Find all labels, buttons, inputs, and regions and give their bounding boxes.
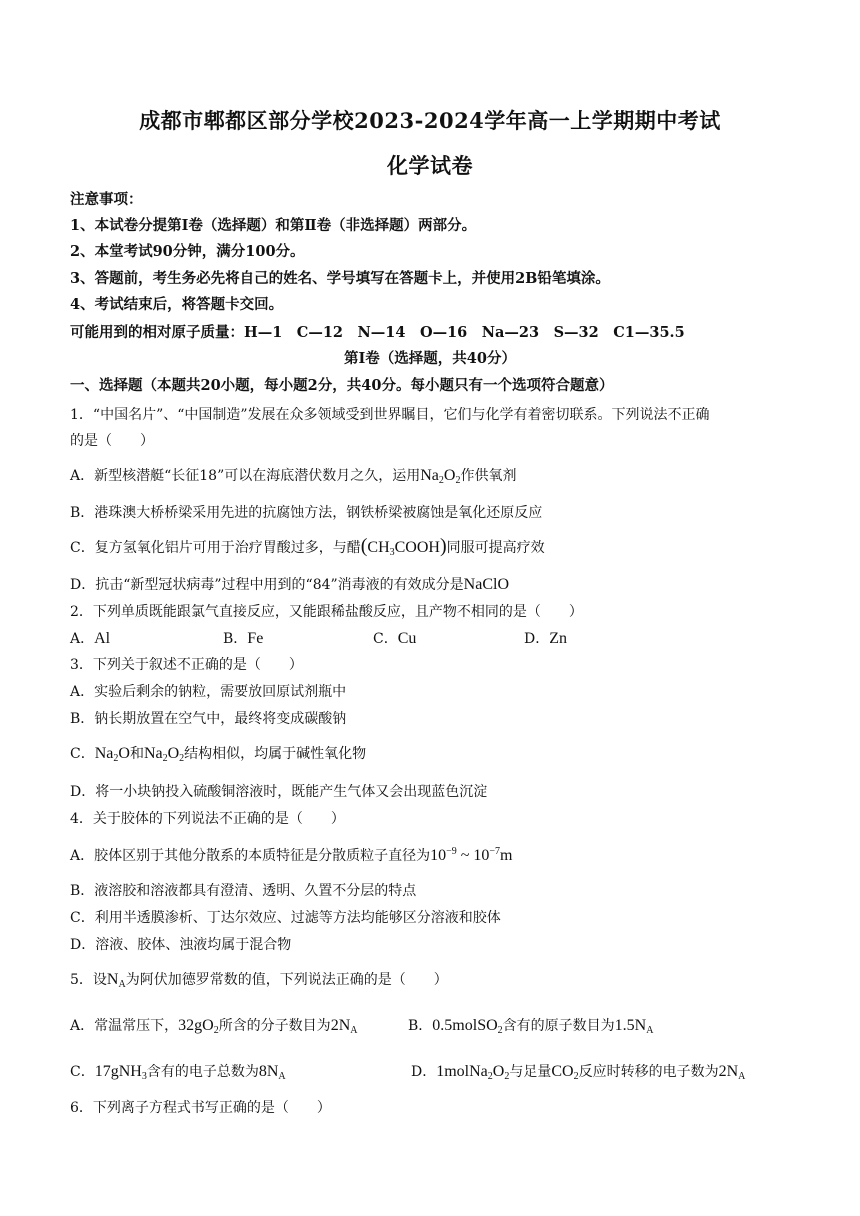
q1-stem-line2: 的是（ ）	[70, 433, 154, 449]
q1-option-a-tail: 作供氧剂	[460, 468, 517, 484]
q1-option-a	[70, 467, 516, 485]
section-1-heading: 第Ⅰ卷（选择题，共40分）	[344, 350, 516, 367]
q5-stem: 5．设$N_A$为阿伏加德罗常数的值，下列说法正确的是（ ）	[70, 971, 448, 990]
q5-option-b: B．0.5molSO$_2$含有的原子数目为$1.5N_A$	[408, 1017, 654, 1036]
q1-option-a-formula: $Na_2O_2$	[420, 467, 461, 486]
q2-option-b: B．Fe	[223, 630, 264, 647]
q4-stem: 4．关于胶体的下列说法不正确的是（ ）	[70, 811, 345, 827]
q1-option-c-formula: $(CH_3COOH)$	[360, 535, 447, 558]
q2-option-a: A．Al	[70, 630, 111, 647]
q1-option-c	[70, 535, 545, 558]
notes-item-1: 1、本试卷分提第Ⅰ卷（选择题）和第Ⅱ卷（非选择题）两部分。	[70, 217, 477, 234]
part-1-heading: 一、选择题（本题共20小题，每小题2分，共40分。每小题只有一个选项符合题意）	[70, 377, 614, 394]
q1-option-d-formula: NaClO	[463, 576, 509, 593]
q1-option-b: B．港珠澳大桥桥梁采用先进的抗腐蚀方法，钢铁桥梁被腐蚀是氧化还原反应	[70, 505, 543, 521]
q4-option-a-range: $10^{-9}$ ~ $10^{-7}m$	[430, 846, 513, 864]
q4-option-d: D．溶液、胶体、浊液均属于混合物	[70, 937, 292, 953]
atomic-masses: 可能用到的相对原子质量：H—1 C—12 N—14 O—16 Na—23 S—32 C1—35.5	[70, 324, 685, 341]
q3-option-c-formula-1: $Na_2O$	[94, 745, 130, 764]
notes-heading: 注意事项：	[70, 191, 143, 208]
q5-avogadro-symbol: $N_A$	[106, 971, 126, 990]
notes-item-3: 3、答题前，考生务必先将自己的姓名、学号填写在答题卡上，并使用2B铅笔填涂。	[70, 270, 610, 287]
q1-option-c-tail: 同服可提高疗效	[446, 540, 545, 556]
notes-item-2: 2、本堂考试90分钟，满分100分。	[70, 243, 305, 260]
q2-option-d: D．Zn	[524, 630, 568, 647]
q4-option-b: B．液溶胶和溶液都具有澄清、透明、久置不分层的特点	[70, 883, 417, 899]
exam-subject-title: 化学试卷	[387, 153, 473, 178]
q2-option-c: C．Cu	[373, 630, 417, 647]
q4-option-c: C．利用半透膜渗析、丁达尔效应、过滤等方法均能够区分溶液和胶体	[70, 910, 501, 926]
q6-stem: 6．下列离子方程式书写正确的是（ ）	[70, 1100, 331, 1116]
q1-option-c-text: C．复方氢氧化铝片可用于治疗胃酸过多，与醋	[70, 540, 361, 556]
exam-title: 成都市郫都区部分学校2023-2024学年高一上学期期中考试	[139, 108, 721, 133]
q1-option-a-text: A．新型核潜艇“长征18”可以在海底潜伏数月之久，运用	[70, 468, 421, 484]
q3-option-b: B．钠长期放置在空气中，最终将变成碳酸钠	[70, 711, 347, 727]
q5-option-c: C．17gNH$_3$含有的电子总数为$8N_A$	[70, 1063, 286, 1082]
q3-option-c: C．$Na_2O$和$Na_2O_2$结构相似，均属于碱性氧化物	[70, 745, 367, 764]
q1-option-d-text: D．抗击“新型冠状病毒”过程中用到的“84”消毒液的有效成分是	[70, 577, 464, 593]
q1-stem-line1: 1．“中国名片”、“中国制造”发展在众多领域受到世界瞩目，它们与化学有着密切联系。下列说法不正确	[70, 407, 710, 423]
q3-stem: 3．下列关于叙述不正确的是（ ）	[70, 657, 303, 673]
q1-option-d	[70, 576, 509, 594]
q3-option-d: D．将一小块钠投入硫酸铜溶液时，既能产生气体又会出现蓝色沉淀	[70, 784, 488, 800]
q3-option-a: A．实验后剩余的钠粒，需要放回原试剂瓶中	[70, 684, 347, 700]
q4-option-a: A．胶体区别于其他分散系的本质特征是分散质粒子直径为$10^{-9}$ ~ $10^{-7}m$	[70, 846, 513, 864]
q2-stem: 2．下列单质既能跟氯气直接反应，又能跟稀盐酸反应，且产物不相同的是（ ）	[70, 604, 583, 620]
q5-option-d: D．$1molNa_2O_2$与足量$CO_2$反应时转移的电子数为$2N_A$	[411, 1063, 746, 1082]
notes-item-4: 4、考试结束后，将答题卡交回。	[70, 296, 284, 313]
q5-option-a: A．常温常压下，$32gO_2$所含的分子数目为$2N_A$	[70, 1017, 358, 1036]
q3-option-c-formula-2: $Na_2O_2$	[143, 745, 185, 764]
